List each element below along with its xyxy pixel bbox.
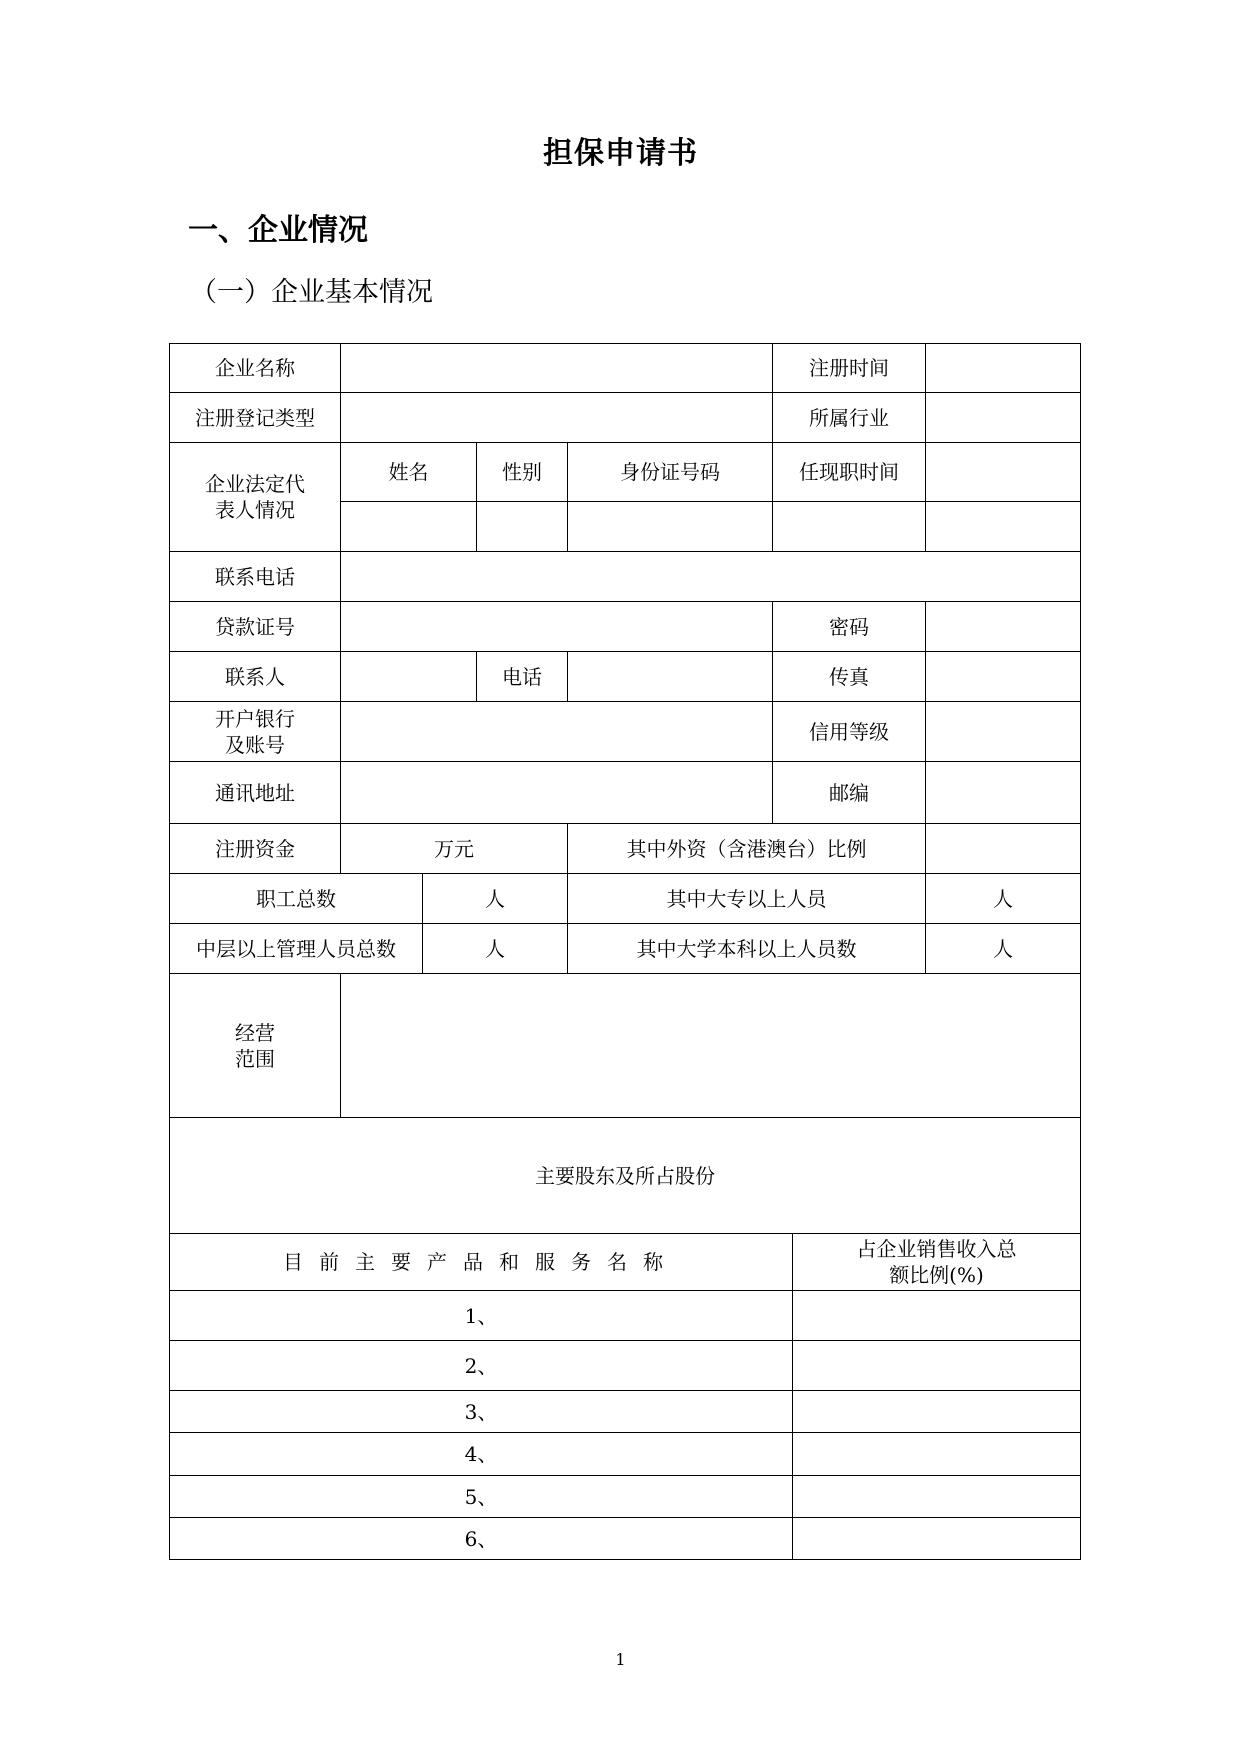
postcode-label: 邮编 (773, 762, 926, 824)
address-field[interactable] (341, 762, 773, 824)
legal-rep-tenure-field[interactable] (773, 502, 926, 552)
ratio-row-1[interactable] (793, 1291, 1081, 1341)
foreign-ratio-field[interactable] (926, 824, 1081, 874)
legal-rep-label: 企业法定代表人情况 (170, 443, 341, 552)
industry-label: 所属行业 (773, 393, 926, 443)
product-row-5[interactable]: 5、 (170, 1476, 793, 1518)
legal-rep-gender-field[interactable] (477, 502, 568, 552)
reg-time-label: 注册时间 (773, 344, 926, 393)
phone-field[interactable] (568, 652, 773, 702)
sales-ratio-header: 占企业销售收入总额比例(%) (793, 1234, 1081, 1291)
legal-rep-extra-field[interactable] (926, 502, 1081, 552)
product-row-3[interactable]: 3、 (170, 1391, 793, 1433)
tenure-header: 任现职时间 (773, 443, 926, 502)
mid-managers-unit[interactable]: 人 (423, 924, 568, 974)
ratio-row-5[interactable] (793, 1476, 1081, 1518)
college-above-label: 其中大专以上人员 (568, 874, 926, 924)
product-row-4[interactable]: 4、 (170, 1433, 793, 1476)
products-header: 目前主要产品和服务名称 (170, 1234, 793, 1291)
total-staff-label: 职工总数 (170, 874, 423, 924)
ratio-row-3[interactable] (793, 1391, 1081, 1433)
address-label: 通讯地址 (170, 762, 341, 824)
phone-label: 电话 (477, 652, 568, 702)
subsection-heading: （一）企业基本情况 (190, 277, 433, 308)
mid-managers-label: 中层以上管理人员总数 (170, 924, 423, 974)
bachelor-above-label: 其中大学本科以上人员数 (568, 924, 926, 974)
bank-account-label: 开户银行及账号 (170, 702, 341, 762)
credit-rating-field[interactable] (926, 702, 1081, 762)
reg-type-label: 注册登记类型 (170, 393, 341, 443)
product-row-1[interactable]: 1、 (170, 1291, 793, 1341)
tenure-empty[interactable] (926, 443, 1081, 502)
gender-header: 性别 (477, 443, 568, 502)
college-above-unit[interactable]: 人 (926, 874, 1081, 924)
contact-phone-label: 联系电话 (170, 552, 341, 602)
total-staff-unit[interactable]: 人 (423, 874, 568, 924)
company-name-label: 企业名称 (170, 344, 341, 393)
name-header: 姓名 (341, 443, 477, 502)
company-info-table (169, 343, 1081, 1560)
business-scope-label: 经营范围 (170, 974, 341, 1118)
contact-phone-field[interactable] (341, 552, 1081, 602)
legal-rep-id-field[interactable] (568, 502, 773, 552)
fax-field[interactable] (926, 652, 1081, 702)
fax-label: 传真 (773, 652, 926, 702)
loan-cert-label: 贷款证号 (170, 602, 341, 652)
loan-cert-field[interactable] (341, 602, 773, 652)
contact-person-label: 联系人 (170, 652, 341, 702)
reg-type-field[interactable] (341, 393, 773, 443)
foreign-ratio-label: 其中外资（含港澳台）比例 (568, 824, 926, 874)
id-number-header: 身份证号码 (568, 443, 773, 502)
contact-person-field[interactable] (341, 652, 477, 702)
shareholders-section[interactable]: 主要股东及所占股份 (170, 1118, 1081, 1234)
business-scope-field[interactable] (341, 974, 1081, 1118)
ratio-row-6[interactable] (793, 1518, 1081, 1560)
ratio-row-4[interactable] (793, 1433, 1081, 1476)
password-field[interactable] (926, 602, 1081, 652)
reg-capital-label: 注册资金 (170, 824, 341, 874)
company-name-field[interactable] (341, 344, 773, 393)
industry-field[interactable] (926, 393, 1081, 443)
page-number: 1 (615, 1650, 626, 1669)
product-row-2[interactable]: 2、 (170, 1341, 793, 1391)
password-label: 密码 (773, 602, 926, 652)
legal-rep-name-field[interactable] (341, 502, 477, 552)
reg-capital-unit[interactable]: 万元 (341, 824, 568, 874)
ratio-row-2[interactable] (793, 1341, 1081, 1391)
bachelor-above-unit[interactable]: 人 (926, 924, 1081, 974)
product-row-6[interactable]: 6、 (170, 1518, 793, 1560)
section-heading: 一、企业情况 (188, 213, 368, 248)
document-title: 担保申请书 (543, 136, 698, 171)
credit-rating-label: 信用等级 (773, 702, 926, 762)
bank-account-field[interactable] (341, 702, 773, 762)
postcode-field[interactable] (926, 762, 1081, 824)
reg-time-field[interactable] (926, 344, 1081, 393)
